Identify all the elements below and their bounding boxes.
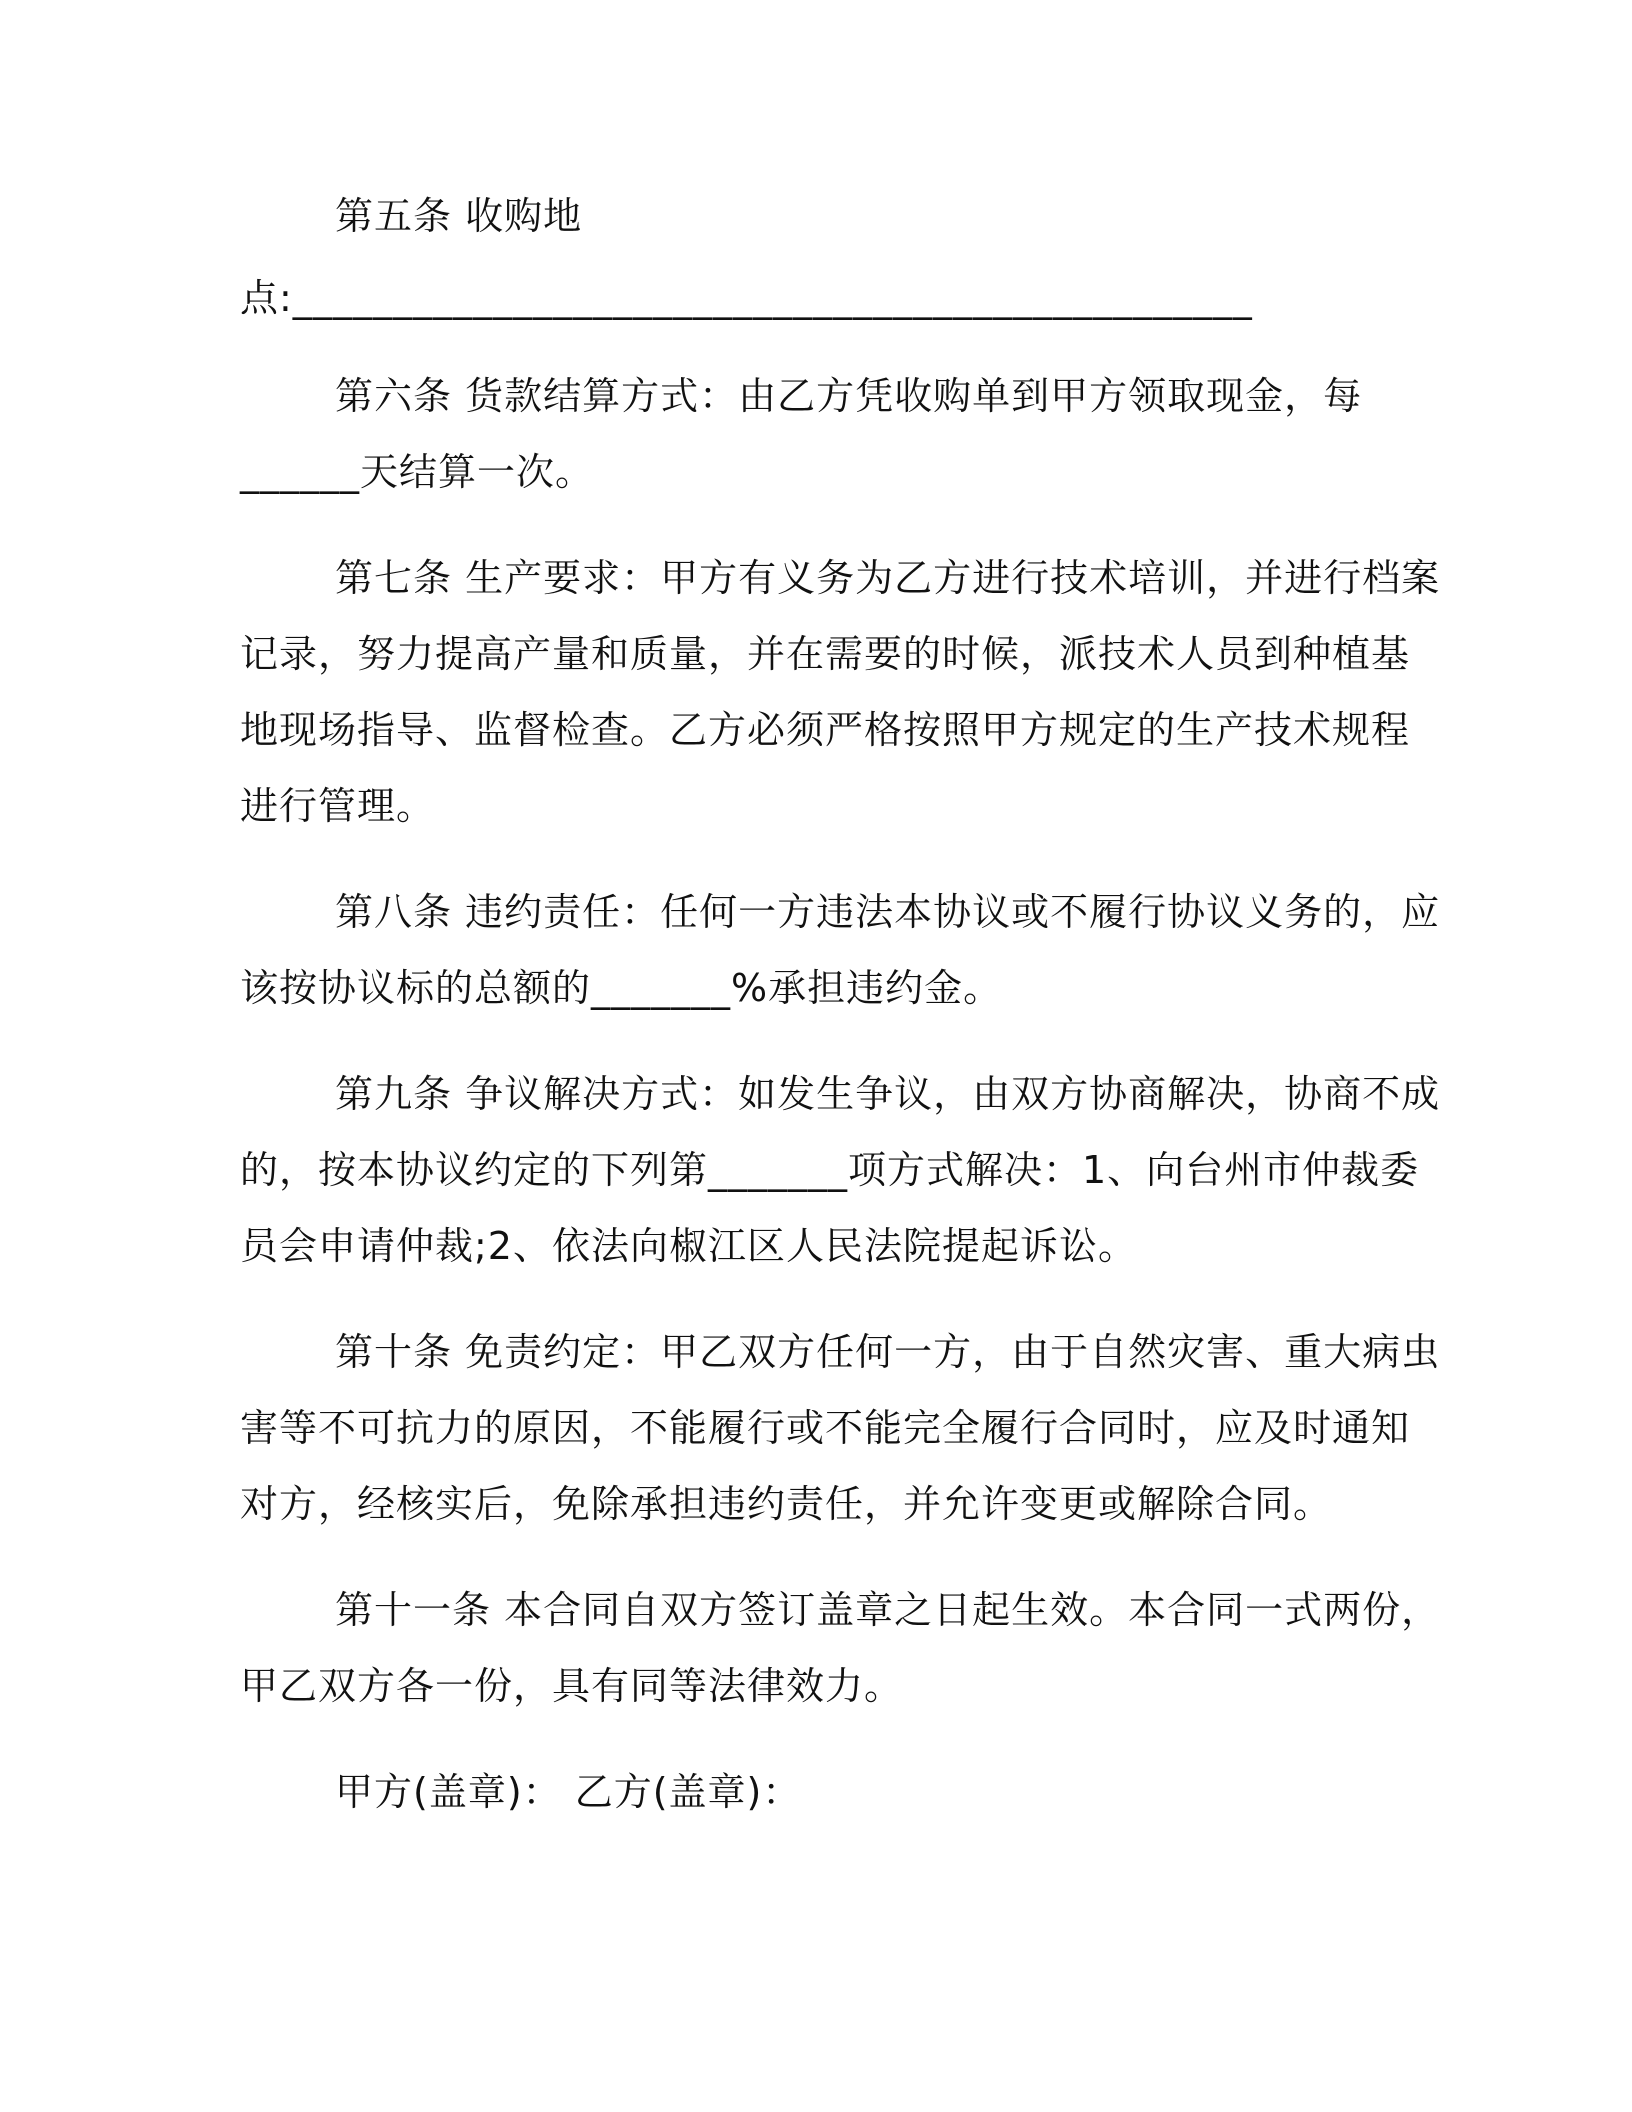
article-5-line-2: 点:________________________________________________: [240, 276, 1253, 320]
article-7-line-2: 记录，努力提高产量和质量，并在需要的时候，派技术人员到种植基: [240, 632, 1411, 676]
article-7-line-3: 地现场指导、监督检查。乙方必须严格按照甲方规定的生产技术规程: [240, 708, 1411, 752]
article-11-line-1: 第十一条 本合同自双方签订盖章之日起生效。本合同一式两份，: [335, 1588, 1441, 1632]
signature-line: 甲方(盖章)： 乙方(盖章)：: [335, 1770, 802, 1814]
article-8-line-1: 第八条 违约责任：任何一方违法本协议或不履行协议义务的，应: [335, 890, 1441, 934]
article-10-line-3: 对方，经核实后，免除承担违约责任，并允许变更或解除合同。: [240, 1482, 1333, 1526]
article-6-line-1: 第六条 货款结算方式：由乙方凭收购单到甲方领取现金，每: [335, 374, 1363, 418]
article-7-line-4: 进行管理。: [240, 784, 436, 828]
article-5-line-1: 第五条 收购地: [335, 194, 583, 238]
article-10-line-2: 害等不可抗力的原因，不能履行或不能完全履行合同时，应及时通知: [240, 1406, 1411, 1450]
article-11-line-2: 甲乙双方各一份，具有同等法律效力。: [240, 1664, 904, 1708]
article-9-line-1: 第九条 争议解决方式：如发生争议，由双方协商解决，协商不成: [335, 1072, 1441, 1116]
article-7-line-1: 第七条 生产要求：甲方有义务为乙方进行技术培训，并进行档案: [335, 556, 1441, 600]
article-9-line-3: 员会申请仲裁;2、依法向椒江区人民法院提起诉讼。: [240, 1224, 1137, 1268]
article-6-line-2: ______天结算一次。: [240, 450, 595, 494]
article-9-line-2: 的，按本协议约定的下列第_______项方式解决：1、向台州市仲裁委: [240, 1148, 1420, 1192]
article-10-line-1: 第十条 免责约定：甲乙双方任何一方，由于自然灾害、重大病虫: [335, 1330, 1441, 1374]
article-8-line-2: 该按协议标的总额的_______%承担违约金。: [240, 966, 1003, 1010]
